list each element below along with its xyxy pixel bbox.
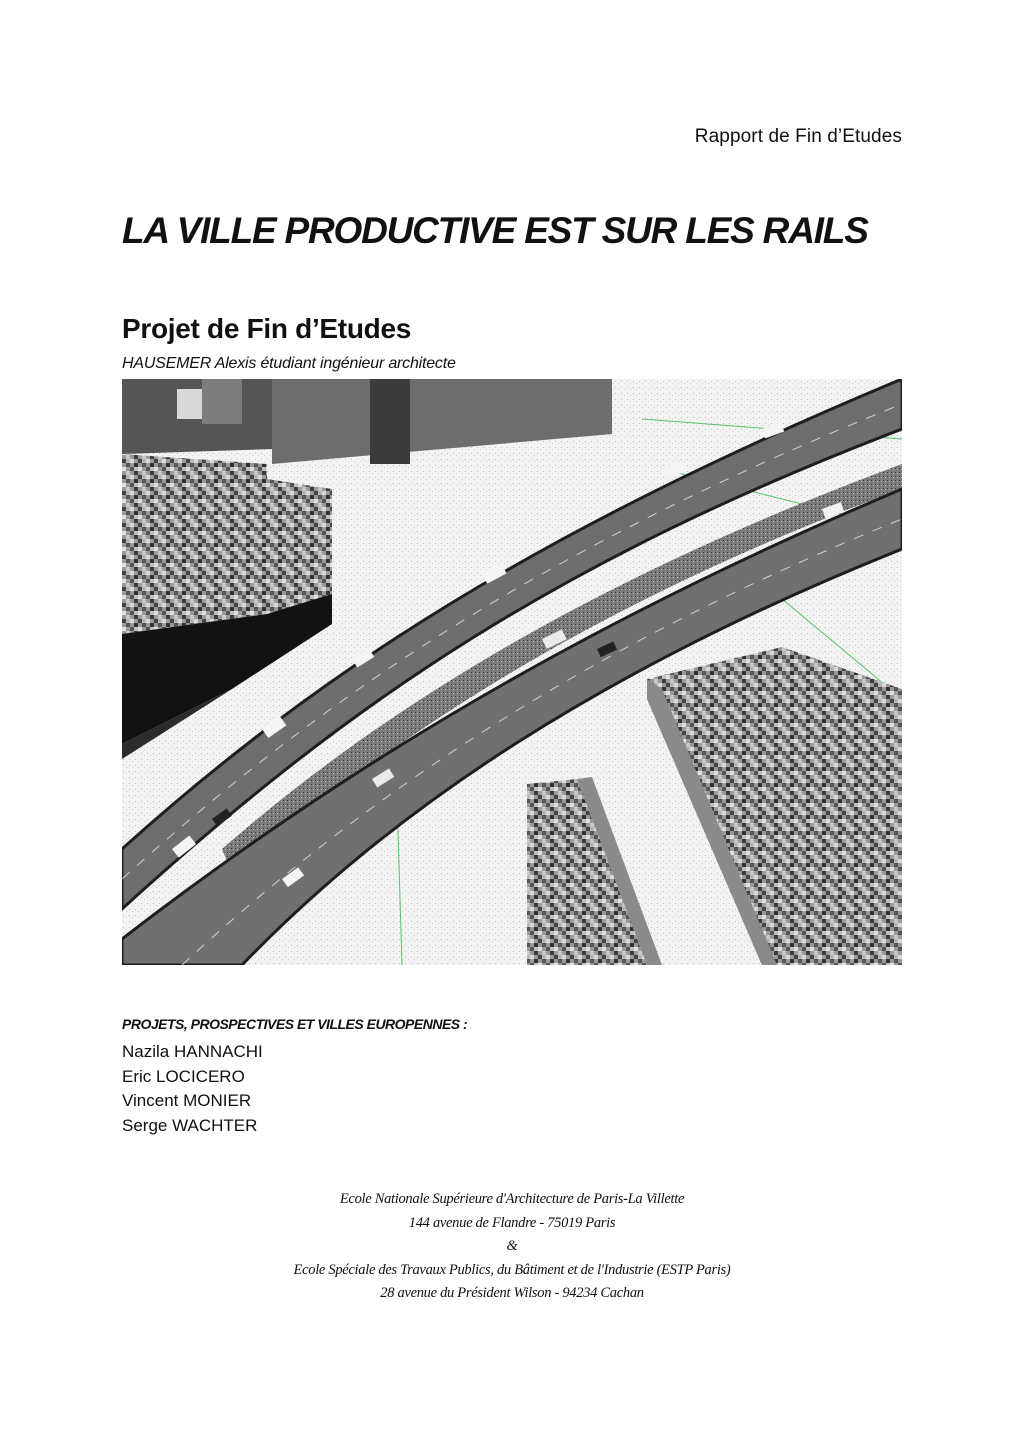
tutor-name: Vincent MONIER [122,1091,252,1110]
institutions-separator: & [506,1238,518,1254]
school2-name: Ecole Spéciale des Travaux Publics, du Bâtiment et de l'Industrie (ESTP Paris) [293,1261,731,1278]
institutions-block [150,1188,874,1306]
tutor-name: Nazila HANNACHI [122,1042,263,1061]
tutor-name: Serge WACHTER [122,1115,258,1135]
building-left-roof-2 [267,479,332,614]
author-line: HAUSEMER Alexis étudiant ingénieur architecte [122,355,456,372]
main-title: LA VILLE PRODUCTIVE EST SUR LES RAILS [122,210,868,251]
school1-address: 144 avenue de Flandre - 75019 Paris [408,1214,616,1231]
cover-image [122,379,902,965]
tutors-heading: PROJETS, PROSPECTIVES ET VILLES EUROPENNES : [122,1016,468,1032]
report-type: Rapport de Fin d’Etudes [694,126,902,147]
school1-name: Ecole Nationale Supérieure d'Architecture de Paris-La Villette [339,1191,685,1207]
street-road [370,379,410,464]
school2-address: 28 avenue du Président Wilson - 94234 Cachan [380,1285,644,1301]
tutor-name: Eric LOCICERO [122,1066,245,1086]
aerial-highway-render [122,379,902,965]
tutor-list [122,1040,263,1138]
building-left-roof [122,454,267,634]
project-heading: Projet de Fin d’Etudes [122,313,411,344]
roof-block [202,379,242,424]
